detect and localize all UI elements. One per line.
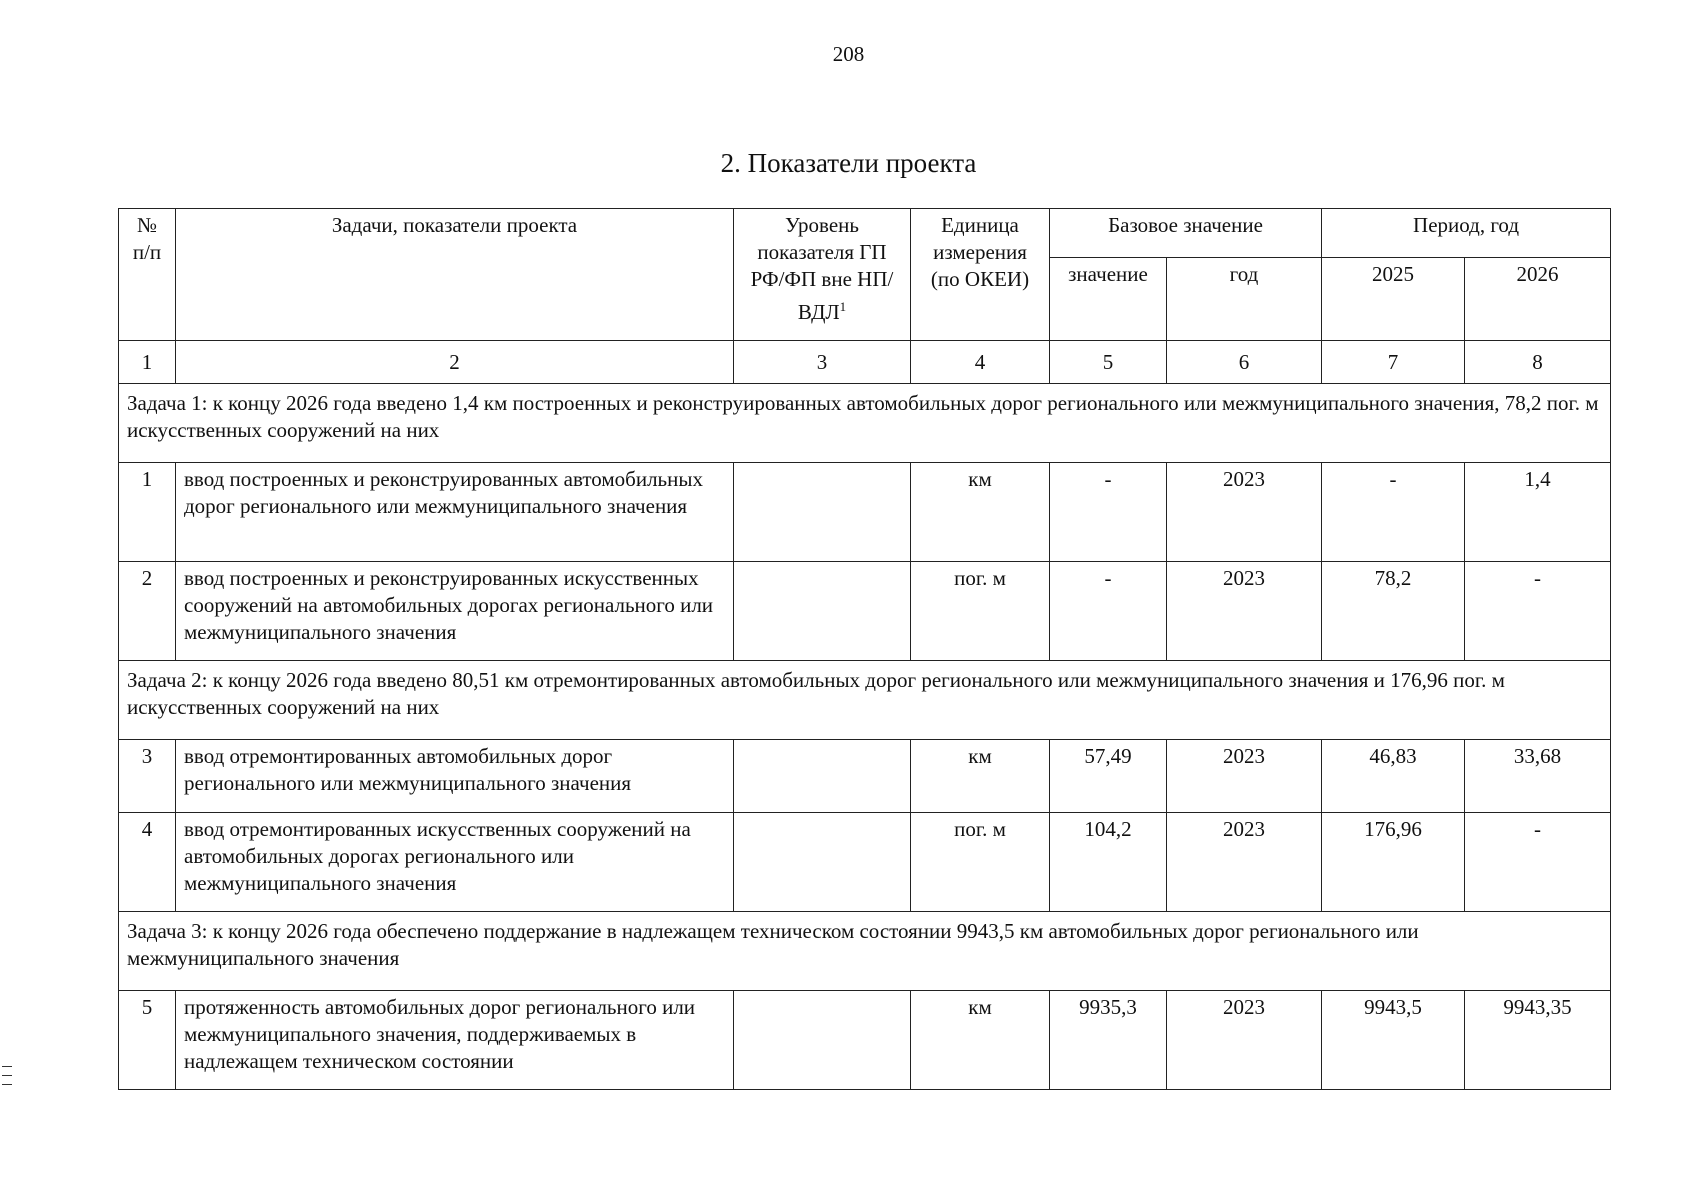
row-2026: 33,68: [1465, 740, 1611, 813]
scan-mark: [2, 1075, 12, 1076]
col-number: 8: [1465, 341, 1611, 384]
header-tasks: Задачи, показатели проекта: [176, 209, 734, 341]
row-base-year: 2023: [1167, 463, 1322, 562]
row-2026: -: [1465, 562, 1611, 661]
row-2025: -: [1322, 463, 1465, 562]
row-2026: 9943,35: [1465, 991, 1611, 1090]
row-name: ввод построенных и реконструированных автомобильных дорог регионального или межмуниципального значения: [176, 463, 734, 562]
row-base-value: 104,2: [1050, 813, 1167, 912]
row-level: [734, 562, 911, 661]
row-num: 2: [119, 562, 176, 661]
scan-mark: [2, 1066, 12, 1067]
table-row: [119, 991, 1611, 1090]
row-base-year: 2023: [1167, 562, 1322, 661]
section-title: 2. Показатели проекта: [720, 148, 977, 178]
task-row: [119, 912, 1611, 991]
row-unit: пог. м: [911, 813, 1050, 912]
header-base-year: год: [1167, 258, 1322, 341]
table-row: [119, 562, 1611, 661]
task-row: [119, 661, 1611, 740]
row-base-value: -: [1050, 562, 1167, 661]
col-number: 3: [734, 341, 911, 384]
row-name: ввод отремонтированных автомобильных дорог регионального или межмуниципального значения: [176, 740, 734, 813]
header-period: Период, год: [1322, 209, 1611, 258]
col-number: 7: [1322, 341, 1465, 384]
row-base-year: 2023: [1167, 991, 1322, 1090]
header-level: [734, 209, 911, 341]
task-2: Задача 2: к концу 2026 года введено 80,51 км отремонтированных автомобильных дорог регионального или межмуниципального значения и 176,96 пог. м искусственных сооружений на них: [119, 661, 1611, 740]
col-number: 2: [176, 341, 734, 384]
col-number: 4: [911, 341, 1050, 384]
row-name: ввод построенных и реконструированных искусственных сооружений на автомобильных дорогах регионального или межмуниципального значения: [176, 562, 734, 661]
row-2025: 9943,5: [1322, 991, 1465, 1090]
header-level-text: Уровень показателя ГП РФ/ФП вне НП/ВДЛ: [750, 213, 894, 324]
row-num: 5: [119, 991, 176, 1090]
table-row: [119, 813, 1611, 912]
header-unit: Единица измерения (по ОКЕИ): [911, 209, 1050, 341]
table-row: [119, 463, 1611, 562]
col-number: 1: [119, 341, 176, 384]
row-level: [734, 740, 911, 813]
header-row-1: [119, 209, 1611, 258]
row-base-value: 57,49: [1050, 740, 1167, 813]
row-base-year: 2023: [1167, 740, 1322, 813]
row-level: [734, 991, 911, 1090]
task-3: Задача 3: к концу 2026 года обеспечено поддержание в надлежащем техническом состоянии 9943,5 км автомобильных дорог регионального или межмуниципального значения: [119, 912, 1611, 991]
column-number-row: [119, 341, 1611, 384]
row-2026: 1,4: [1465, 463, 1611, 562]
row-unit: пог. м: [911, 562, 1050, 661]
row-name: ввод отремонтированных искусственных сооружений на автомобильных дорогах регионального или межмуниципального значения: [176, 813, 734, 912]
col-number: 5: [1050, 341, 1167, 384]
header-level-footnote: 1: [839, 299, 847, 314]
row-2025: 176,96: [1322, 813, 1465, 912]
header-base: Базовое значение: [1050, 209, 1322, 258]
header-year-2025: 2025: [1322, 258, 1465, 341]
scan-edge-marks: [2, 1066, 12, 1093]
row-num: 4: [119, 813, 176, 912]
row-2025: 78,2: [1322, 562, 1465, 661]
row-level: [734, 463, 911, 562]
row-base-value: -: [1050, 463, 1167, 562]
page-number: 208: [832, 42, 865, 66]
row-base-year: 2023: [1167, 813, 1322, 912]
header-num: № п/п: [119, 209, 176, 341]
row-num: 1: [119, 463, 176, 562]
row-level: [734, 813, 911, 912]
task-row: [119, 384, 1611, 463]
task-1: Задача 1: к концу 2026 года введено 1,4 км построенных и реконструированных автомобильных дорог регионального или межмуниципального значения, 78,2 пог. м искусственных сооружений на них: [119, 384, 1611, 463]
col-number: 6: [1167, 341, 1322, 384]
row-base-value: 9935,3: [1050, 991, 1167, 1090]
row-2026: -: [1465, 813, 1611, 912]
row-name: протяженность автомобильных дорог регионального или межмуниципального значения, поддерживаемых в надлежащем техническом состоянии: [176, 991, 734, 1090]
scan-mark: [2, 1084, 12, 1085]
row-2025: 46,83: [1322, 740, 1465, 813]
header-base-value: значение: [1050, 258, 1167, 341]
row-num: 3: [119, 740, 176, 813]
row-unit: км: [911, 991, 1050, 1090]
indicators-table: [118, 208, 1611, 1090]
header-year-2026: 2026: [1465, 258, 1611, 341]
row-unit: км: [911, 740, 1050, 813]
table-row: [119, 740, 1611, 813]
row-unit: км: [911, 463, 1050, 562]
